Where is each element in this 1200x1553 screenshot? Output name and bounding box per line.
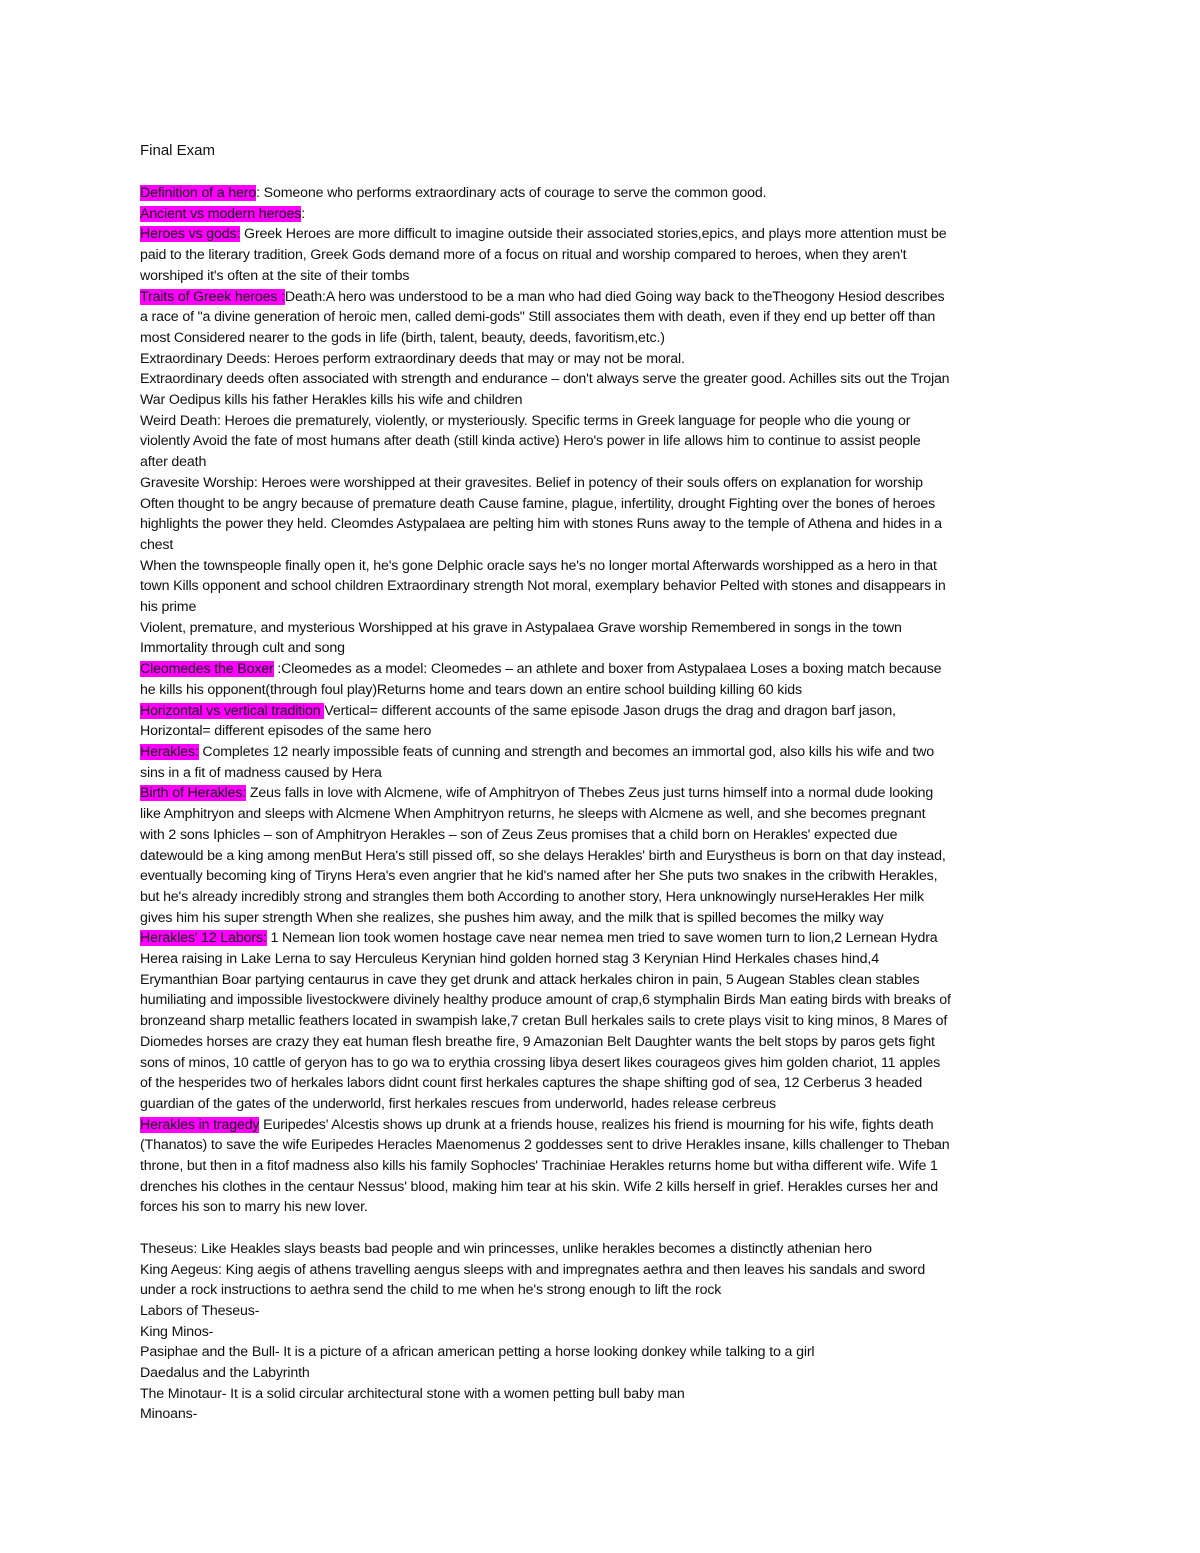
text-line (140, 866, 1065, 887)
text-line (140, 514, 1065, 535)
text-line (140, 1115, 1065, 1136)
line-text: Erymanthian Boar partying centaurus in cave they get drunk and attack herkales chiron in pain, 5 Augean Stables clean stables (140, 971, 920, 988)
text-line (140, 1218, 1065, 1239)
line-text: Herea raising in Lake Lerna to say Herculeus Kerynian hind golden horned stag 3 Kerynian Hind Herkales chases hind,4 (140, 951, 879, 968)
text-line (140, 742, 1065, 763)
text-line (140, 1260, 1065, 1281)
line-text: (Thanatos) to save the wife Euripedes Heracles Maenomenus 2 goddesses sent to drive Herakles insane, kills challenger to Theban (140, 1137, 950, 1154)
line-text: Minoans- (140, 1406, 198, 1423)
text-line (140, 411, 1065, 432)
line-text: Gravesite Worship: Heroes were worshipped at their gravesites. Belief in potency of their souls offers on explanation for worship (140, 474, 923, 491)
line-text: King Aegeus: King aegis of athens travelling aengus sleeps with and impregnates aethra and then leaves his sandals and sword (140, 1261, 926, 1278)
line-text: he kills his opponent(through foul play)Returns home and tears down an entire school building killing 60 kids (140, 681, 802, 698)
text-line (140, 908, 1065, 929)
line-text: with 2 sons Iphicles – son of Amphitryon Herakles – son of Zeus Zeus promises that a child born on Herakles' expected due (140, 826, 898, 843)
text-line (140, 1239, 1065, 1260)
text-line (140, 701, 1065, 722)
text-line (140, 535, 1065, 556)
document-title: Final Exam (140, 142, 216, 159)
text-line (140, 1094, 1065, 1115)
text-line (140, 721, 1065, 742)
line-text: guardian of the gates of the underworld, first herkales rescues from underworld, hades release cerbreus (140, 1095, 776, 1112)
line-text: highlights the power they held. Cleomdes Astypalaea are pelting him with stones Runs away to the temple of Athena and hides in a (140, 516, 942, 533)
line-text: :Cleomedes as a model: Cleomedes – an athlete and boxer from Astypalaea Loses a boxing match because (273, 661, 942, 678)
document-body (140, 183, 1065, 1425)
text-line (140, 1280, 1065, 1301)
line-text: violently Avoid the fate of most humans after death (still kinda active) Hero's power in life allows him to continue to assist people (140, 433, 921, 450)
text-line (140, 1053, 1065, 1074)
line-text: Completes 12 nearly impossible feats of cunning and strength and becomes an immortal god, also kills his wife and two (198, 743, 935, 760)
text-line (140, 204, 1065, 225)
text-line (140, 576, 1065, 597)
line-text: Weird Death: Heroes die prematurely, violently, or mysteriously. Specific terms in Greek language for people who die young or (140, 412, 911, 429)
line-text: War Oedipus kills his father Herakles kills his wife and children (140, 392, 523, 409)
line-text: : Someone who performs extraordinary acts of courage to serve the common good. (256, 185, 767, 201)
text-line (140, 287, 1065, 308)
line-text: King Minos- (140, 1323, 214, 1340)
text-line (140, 1404, 1065, 1425)
line-text: : (301, 205, 306, 222)
line-text: sins in a fit of madness caused by Hera (140, 764, 382, 781)
highlighted-heading: Herakles in tragedy (140, 1116, 260, 1133)
line-text: humiliating and impossible livestockwere divinely healthy produce amount of crap,6 stymphalin Birds Man eating birds with breaks of (140, 992, 951, 1009)
text-line (140, 1301, 1065, 1322)
text-line (140, 390, 1065, 411)
text-line (140, 1363, 1065, 1384)
text-line (140, 618, 1065, 639)
text-line (140, 1197, 1065, 1218)
text-line (140, 990, 1065, 1011)
text-line (140, 1384, 1065, 1405)
highlighted-heading: Traits of Greek heroes : (140, 288, 285, 305)
text-line (140, 183, 1065, 204)
highlighted-heading: Ancient vs modern heroes (140, 205, 302, 222)
text-line (140, 1322, 1065, 1343)
line-text: of the hesperides two of herkales labors didnt count first herkales captures the shape shifting god of sea, 12 Cerberus 3 headed (140, 1075, 923, 1092)
highlighted-heading: Herakles' 12 Labors: (140, 930, 267, 947)
text-line (140, 556, 1065, 577)
text-line (140, 638, 1065, 659)
text-line (140, 597, 1065, 618)
text-line (140, 369, 1065, 390)
text-line (140, 1135, 1065, 1156)
line-text: Vertical= different accounts of the same episode Jason drugs the drag and dragon barf jason, (324, 702, 896, 719)
line-text: Euripedes' Alcestis shows up drunk at a friends house, realizes his friend is mourning for his wife, fights death (259, 1116, 934, 1133)
text-line (140, 970, 1065, 991)
line-text: sons of minos, 10 cattle of geryon has to go wa to erythia crossing libya desert likes courageos gives him golden chariot, 11 apples (140, 1054, 941, 1071)
line-text: datewould be a king among menBut Hera's still pissed off, so she delays Herakles' birth and Eurystheus is born on that day instead, (140, 847, 946, 864)
text-line (140, 245, 1065, 266)
line-text: gives him his super strength When she realizes, she pushes him away, and the milk that is spilled becomes the milky way (140, 909, 884, 926)
line-text: under a rock instructions to aethra send the child to me when he's strong enough to lift the rock (140, 1282, 722, 1299)
text-line (140, 928, 1065, 949)
text-line (140, 763, 1065, 784)
highlighted-heading: Horizontal vs vertical tradition (140, 702, 325, 719)
line-text: Death:A hero was understood to be a man who had died Going way back to theTheogony Hesiod describes (284, 288, 945, 305)
text-line (140, 431, 1065, 452)
line-text: Pasiphae and the Bull- It is a picture of a african american petting a horse looking donkey while talking to a girl (140, 1344, 815, 1361)
line-text: but he's already incredibly strong and strangles them both According to another story, Hera unknowingly nurseHerakles Her milk (140, 888, 924, 905)
line-text: town Kills opponent and school children Extraordinary strength Not moral, exemplary behavior Pelted with stones and disappears in (140, 578, 946, 595)
line-text: forces his son to marry his new lover. (140, 1199, 368, 1216)
text-line (140, 1156, 1065, 1177)
text-line (140, 825, 1065, 846)
line-text: his prime (140, 599, 197, 616)
text-line (140, 307, 1065, 328)
line-text: drenches his clothes in the centaur Nessus' blood, making him tear at his skin. Wife 2 kills herself in grief. Herakles curses her and (140, 1178, 938, 1195)
text-line (140, 846, 1065, 867)
highlighted-heading: Heroes vs gods: (140, 226, 241, 243)
line-text: 1 Nemean lion took women hostage cave near nemea men tried to save women turn to lion,2 Lernean Hydra (266, 930, 938, 947)
text-line (140, 266, 1065, 287)
line-text: a race of "a divine generation of heroic men, called demi-gods" Still associates them with death, even if they end up better off than (140, 309, 936, 326)
text-line (140, 949, 1065, 970)
text-line (140, 473, 1065, 494)
text-line (140, 328, 1065, 349)
line-text: Daedalus and the Labyrinth (140, 1365, 310, 1382)
line-text: Greek Heroes are more difficult to imagine outside their associated stories,epics, and plays more attention must be (240, 226, 947, 243)
line-text: Horizontal= different episodes of the same hero (140, 723, 432, 740)
line-text: paid to the literary tradition, Greek Gods demand more of a focus on ritual and worship compared to heroes, when they aren't (140, 247, 907, 264)
line-text: Immortality through cult and song (140, 640, 345, 657)
line-text: throne, but then in a fitof madness also kills his family Sophocles' Trachiniae Herakles returns home but witha different wife. Wife 1 (140, 1158, 938, 1175)
text-line (140, 349, 1065, 370)
line-text: Diomedes horses are crazy they eat human flesh breathe fire, 9 Amazonian Belt Daughter wants the belt stops by paros gets fight (140, 1033, 935, 1050)
line-text: Extraordinary deeds often associated with strength and endurance – don't always serve the greater good. Achilles sits out the Trojan (140, 371, 950, 388)
line-text: bronzeand sharp metallic feathers located in swampish lake,7 cretan Bull herkales sails to crete plays visit to king minos, 8 Mares of (140, 1013, 948, 1030)
text-line (140, 659, 1065, 680)
line-text: When the townspeople finally open it, he's gone Delphic oracle says he's no longer mortal Afterwards worshipped as a hero in that (140, 557, 937, 574)
line-text: Labors of Theseus- (140, 1302, 260, 1319)
line-text: Often thought to be angry because of premature death Cause famine, plague, infertility, drought Fighting over the bones of heroes (140, 495, 936, 512)
text-line (140, 1011, 1065, 1032)
highlighted-heading: Definition of a hero (140, 185, 257, 201)
text-line (140, 680, 1065, 701)
line-text: chest (140, 536, 174, 553)
text-line (140, 494, 1065, 515)
text-line (140, 1177, 1065, 1198)
text-line (140, 452, 1065, 473)
line-text: like Amphitryon and sleeps with Alcmene When Amphitryon returns, he sleeps with Alcmene as well, and she becomes pregnant (140, 806, 926, 823)
text-line (140, 224, 1065, 245)
line-text: eventually becoming king of Tiryns Hera's even angrier that he kid's named after her She puts two snakes in the cribwith Herakles, (140, 868, 938, 885)
line-text: most Considered nearer to the gods in life (birth, talent, beauty, deeds, favoritism,etc.) (140, 329, 665, 346)
line-text: Extraordinary Deeds: Heroes perform extraordinary deeds that may or may not be moral. (140, 350, 685, 367)
line-text: Violent, premature, and mysterious Worshipped at his grave in Astypalaea Grave worship Remembered in songs in the town (140, 619, 902, 636)
line-text: Theseus: Like Heakles slays beasts bad people and win princesses, unlike herakles becomes a distinctly athenian hero (140, 1240, 872, 1257)
text-line (140, 1032, 1065, 1053)
highlighted-heading: Birth of Herakles: (140, 785, 247, 802)
text-line (140, 804, 1065, 825)
line-text: worshiped it's often at the site of their tombs (140, 267, 410, 284)
text-line (140, 783, 1065, 804)
text-line (140, 1342, 1065, 1363)
text-line (140, 887, 1065, 908)
line-text: after death (140, 454, 207, 471)
text-line (140, 1073, 1065, 1094)
line-text: Zeus falls in love with Alcmene, wife of Amphitryon of Thebes Zeus just turns himself into a normal dude looking (246, 785, 934, 802)
highlighted-heading: Herakles: (140, 743, 199, 760)
line-text: The Minotaur- It is a solid circular architectural stone with a women petting bull baby man (140, 1385, 685, 1402)
highlighted-heading: Cleomedes the Boxer (140, 661, 274, 678)
